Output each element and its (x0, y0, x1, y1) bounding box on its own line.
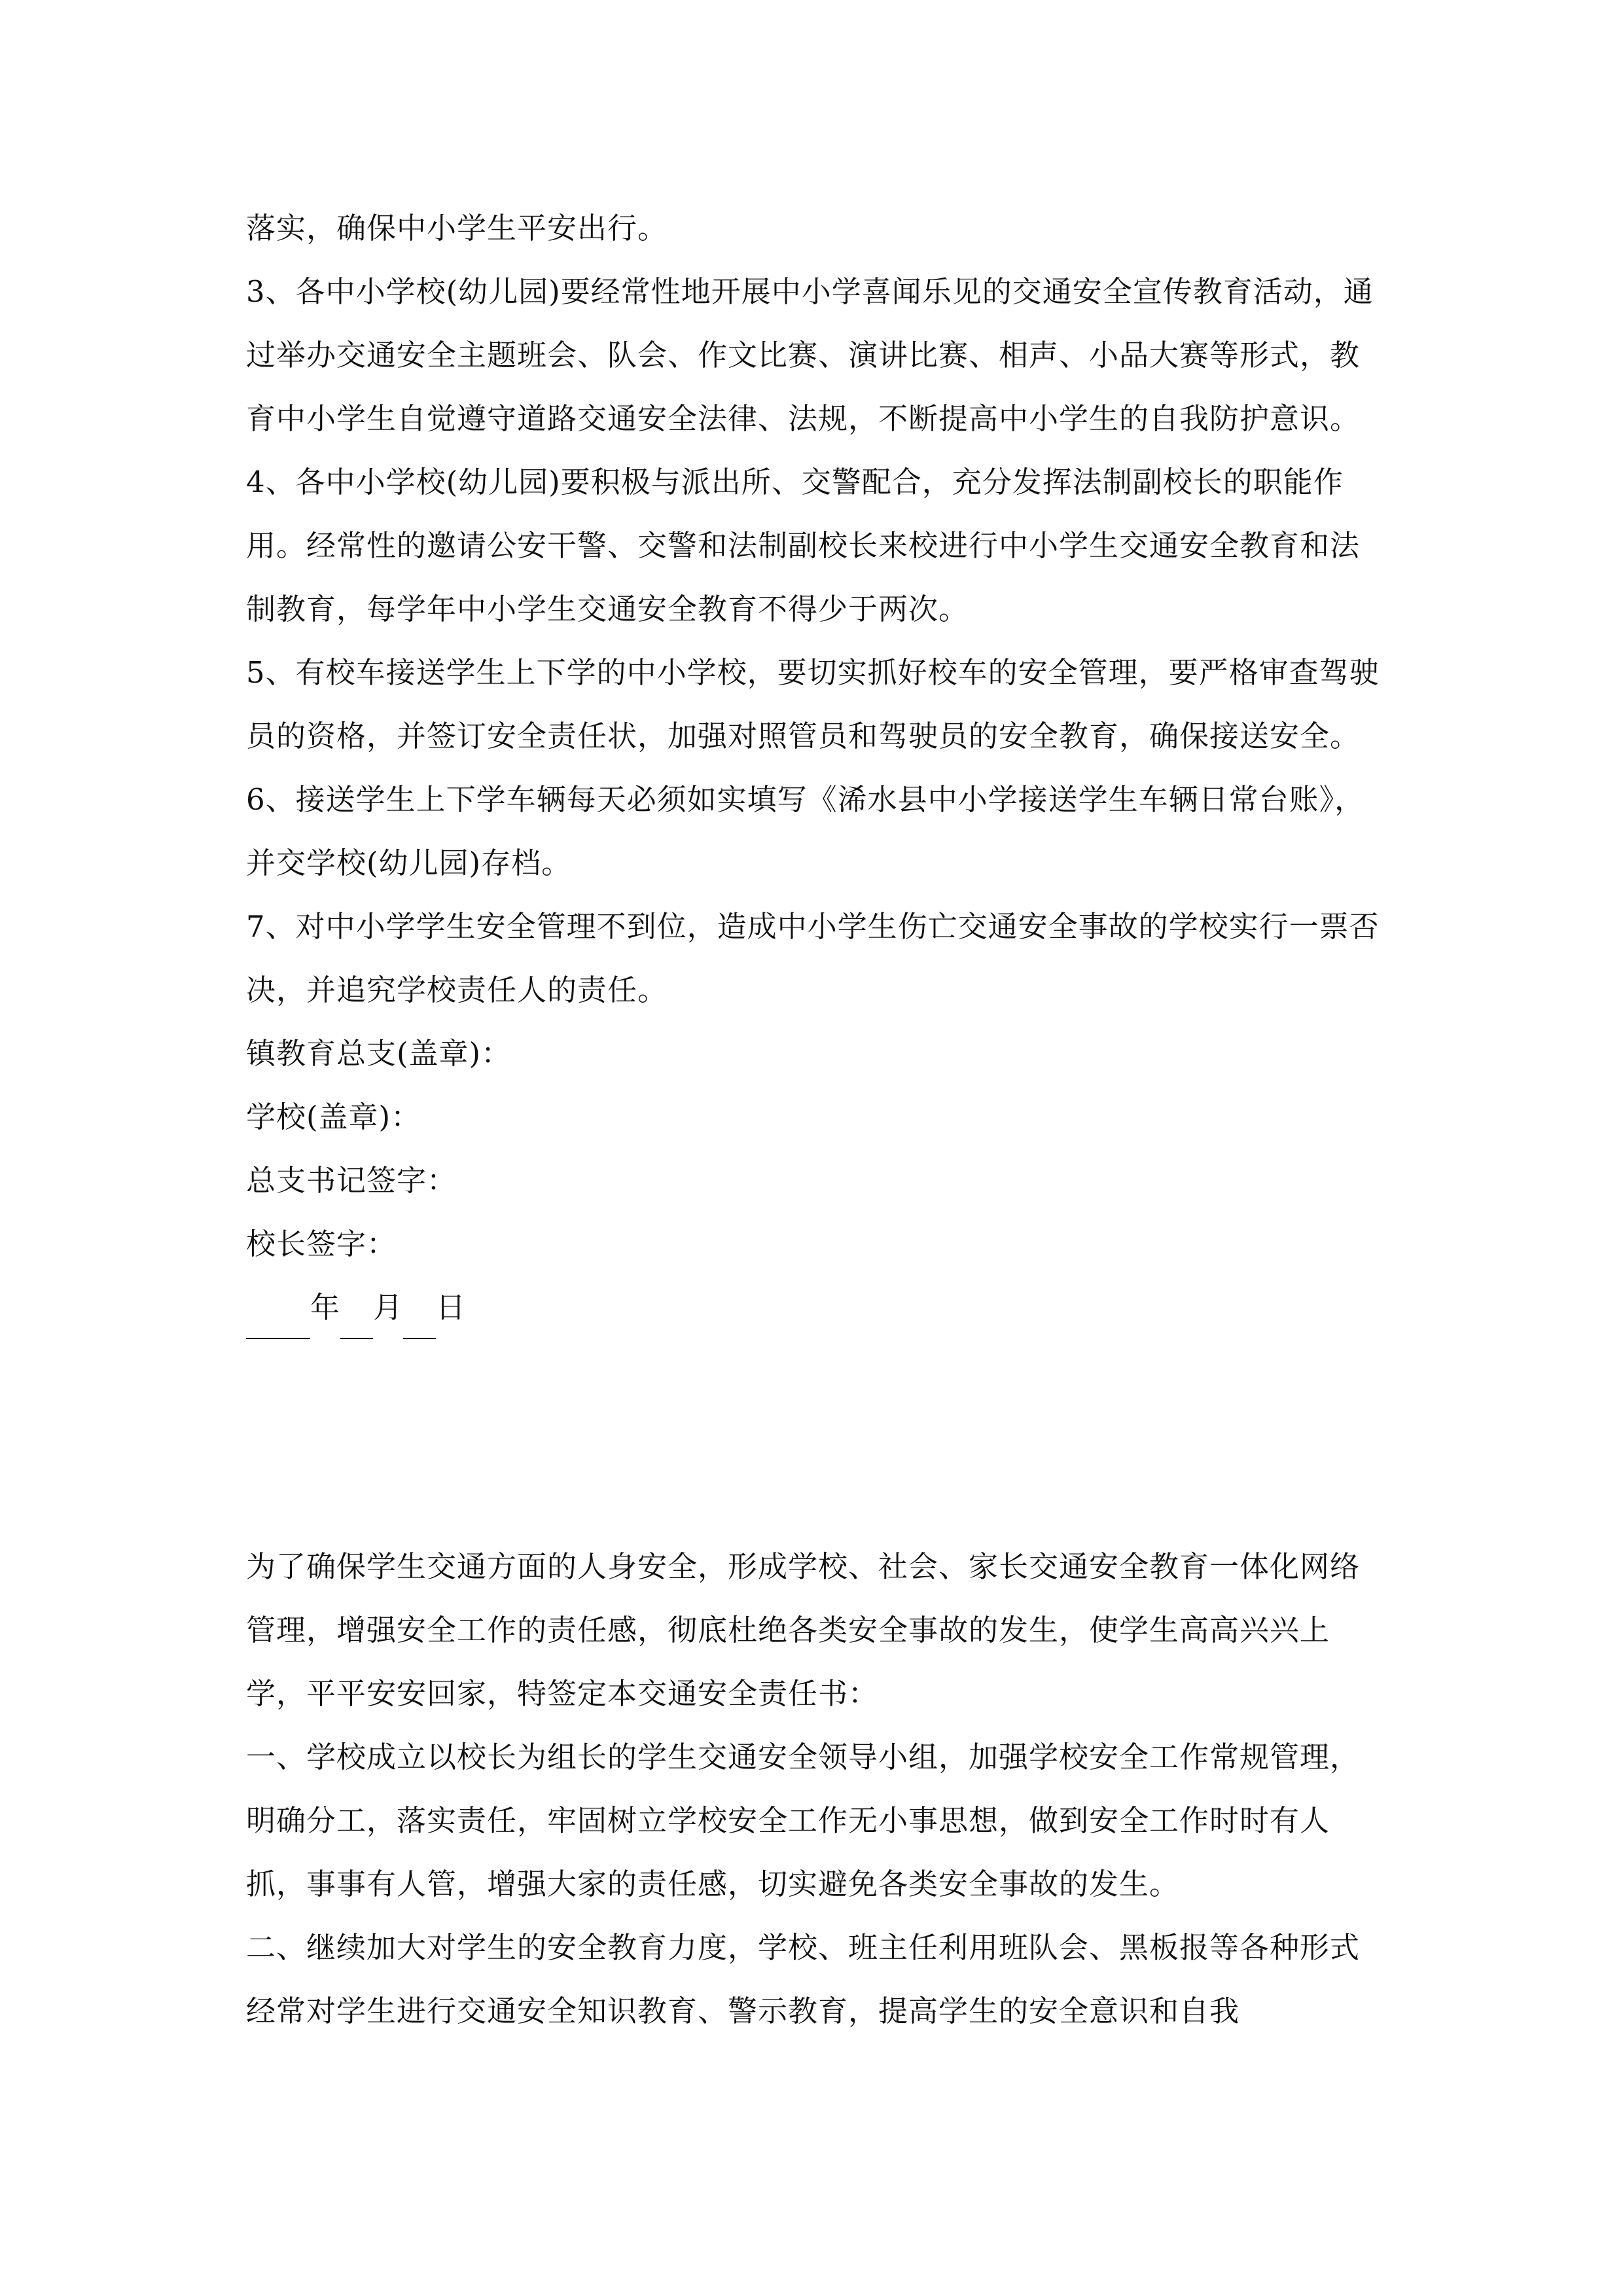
paragraph-clause-two: 二、继续加大对学生的安全教育力度，学校、班主任利用班队会、黑板报等各种形式经常对学生进行交通安全知识教育、警示教育，提高学生的安全意识和自我 (246, 1930, 1361, 2028)
paragraph-item-7: 7、对中小学学生安全管理不到位，造成中小学生伤亡交通安全事故的学校实行一票否决，并追究学校责任人的责任。 (246, 909, 1380, 1007)
paragraph-clause-one: 一、学校成立以校长为组长的学生交通安全领导小组，加强学校安全工作常规管理，明确分工，落实责任，牢固树立学校安全工作无小事思想，做到安全工作时时有人抓，事事有人管，增强大家的责任感，切实避免各类安全事故的发生。 (246, 1740, 1361, 1901)
date-line (246, 1276, 1382, 1339)
signature-education-branch-seal: 镇教育总支(盖章)： (246, 1036, 512, 1071)
signature-school-seal: 学校(盖章)： (246, 1100, 421, 1134)
agreement-section-one (246, 196, 1382, 1339)
paragraph-item-5: 5、有校车接送学生上下学的中小学校，要切实抓好校车的安全管理，要严格审查驾驶员的资格，并签订安全责任状，加强对照管员和驾驶员的安全教育，确保接送安全。 (246, 655, 1380, 753)
year-label: 年 (310, 1290, 341, 1325)
paragraph-preamble: 为了确保学生交通方面的人身安全，形成学校、社会、家长交通安全教育一体化网络管理，增强安全工作的责任感，彻底杜绝各类安全事故的发生，使学生高高兴兴上学，平平安安回家，特签定本交通安全责任书： (246, 1549, 1361, 1711)
signature-principal: 校长签字： (246, 1227, 397, 1261)
month-blank (340, 1304, 373, 1339)
paragraph-item-6: 6、接送学生上下学车辆每天必须如实填写《浠水县中小学接送学生车辆日常台账》，并交学校(幼儿园)存档。 (246, 782, 1365, 880)
day-blank (403, 1304, 436, 1339)
month-label: 月 (373, 1290, 404, 1325)
paragraph-continuation: 落实，确保中小学生平安出行。 (246, 211, 668, 245)
paragraph-item-4: 4、各中小学校(幼儿园)要积极与派出所、交警配合，充分发挥法制副校长的职能作用。经常性的邀请公安干警、交警和法制副校长来校进行中小学生交通安全教育和法制教育，每学年中小学生交通安全教育不得少于两次。 (246, 465, 1361, 626)
paragraph-item-3: 3、各中小学校(幼儿园)要经常性地开展中小学喜闻乐见的交通安全宣传教育活动，通过举办交通安全主题班会、队会、作文比赛、演讲比赛、相声、小品大赛等形式，教育中小学生自觉遵守道路交通安全法律、法规，不断提高中小学生的自我防护意识。 (246, 274, 1374, 436)
day-label: 日 (436, 1290, 467, 1325)
signature-branch-secretary: 总支书记签字： (246, 1163, 457, 1198)
year-blank (246, 1304, 310, 1339)
agreement-section-two (246, 1535, 1382, 2043)
